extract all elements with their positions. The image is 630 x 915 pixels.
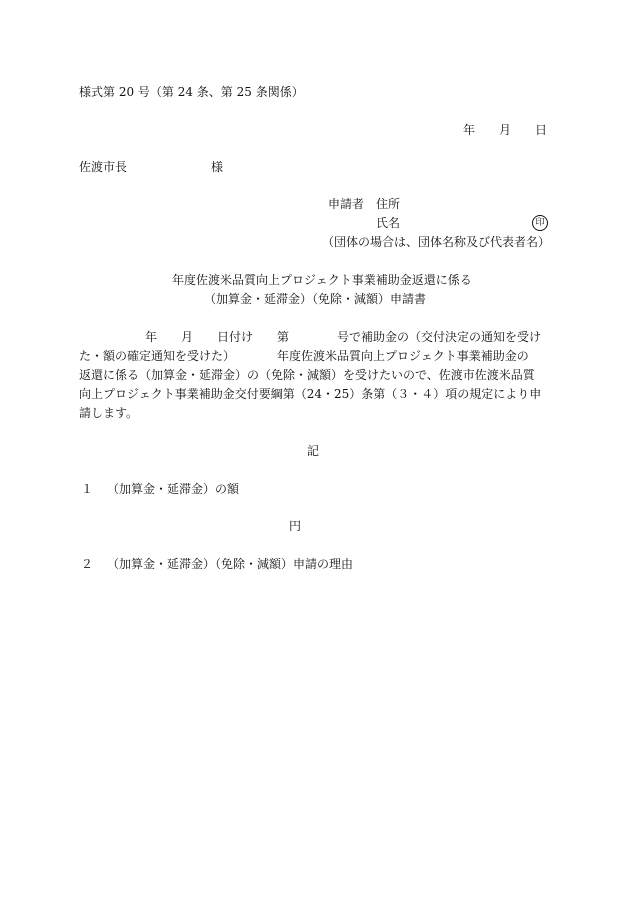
item-1-number: １ bbox=[81, 482, 94, 496]
seal-mark: 印 bbox=[532, 215, 548, 231]
body-line-1: 年 月 日付け 第 号で補助金の（交付決定の通知を受け bbox=[145, 330, 542, 344]
body-line-3: 返還に係る（加算金・延滞金）の（免除・減額）を受けたいので、佐渡市佐渡米品質 bbox=[79, 368, 535, 382]
item-1-label: （加算金・延滞金）の額 bbox=[107, 482, 240, 496]
body-line-4: 向上プロジェクト事業補助金交付要綱第（24・25）条第（３・４）項の規定により申 bbox=[79, 387, 542, 401]
applicant-name-label: 氏名 bbox=[376, 216, 401, 230]
yen-label: 円 bbox=[289, 519, 302, 533]
ki-heading: 記 bbox=[307, 444, 320, 458]
item-2-number: ２ bbox=[81, 557, 94, 571]
document-title-line1: 年度佐渡米品質向上プロジェクト事業補助金返還に係る bbox=[172, 273, 472, 287]
form-number: 様式第 20 号（第 24 条、第 25 条関係） bbox=[79, 85, 304, 99]
document-title-line2: （加算金・延滞金）（免除・減額）申請書 bbox=[204, 292, 427, 306]
date-line: 年 月 日 bbox=[463, 123, 548, 137]
addressee: 佐渡市長 様 bbox=[79, 160, 224, 174]
item-2-label: （加算金・延滞金）（免除・減額）申請の理由 bbox=[107, 557, 354, 571]
body-line-2: た・額の確定通知を受けた） 年度佐渡米品質向上プロジェクト事業補助金の bbox=[79, 349, 529, 363]
applicant-note: （団体の場合は、団体名称及び代表者名） bbox=[322, 235, 551, 249]
body-line-5: 請します。 bbox=[79, 406, 139, 420]
applicant-address-label: 申請者 住所 bbox=[328, 197, 401, 211]
